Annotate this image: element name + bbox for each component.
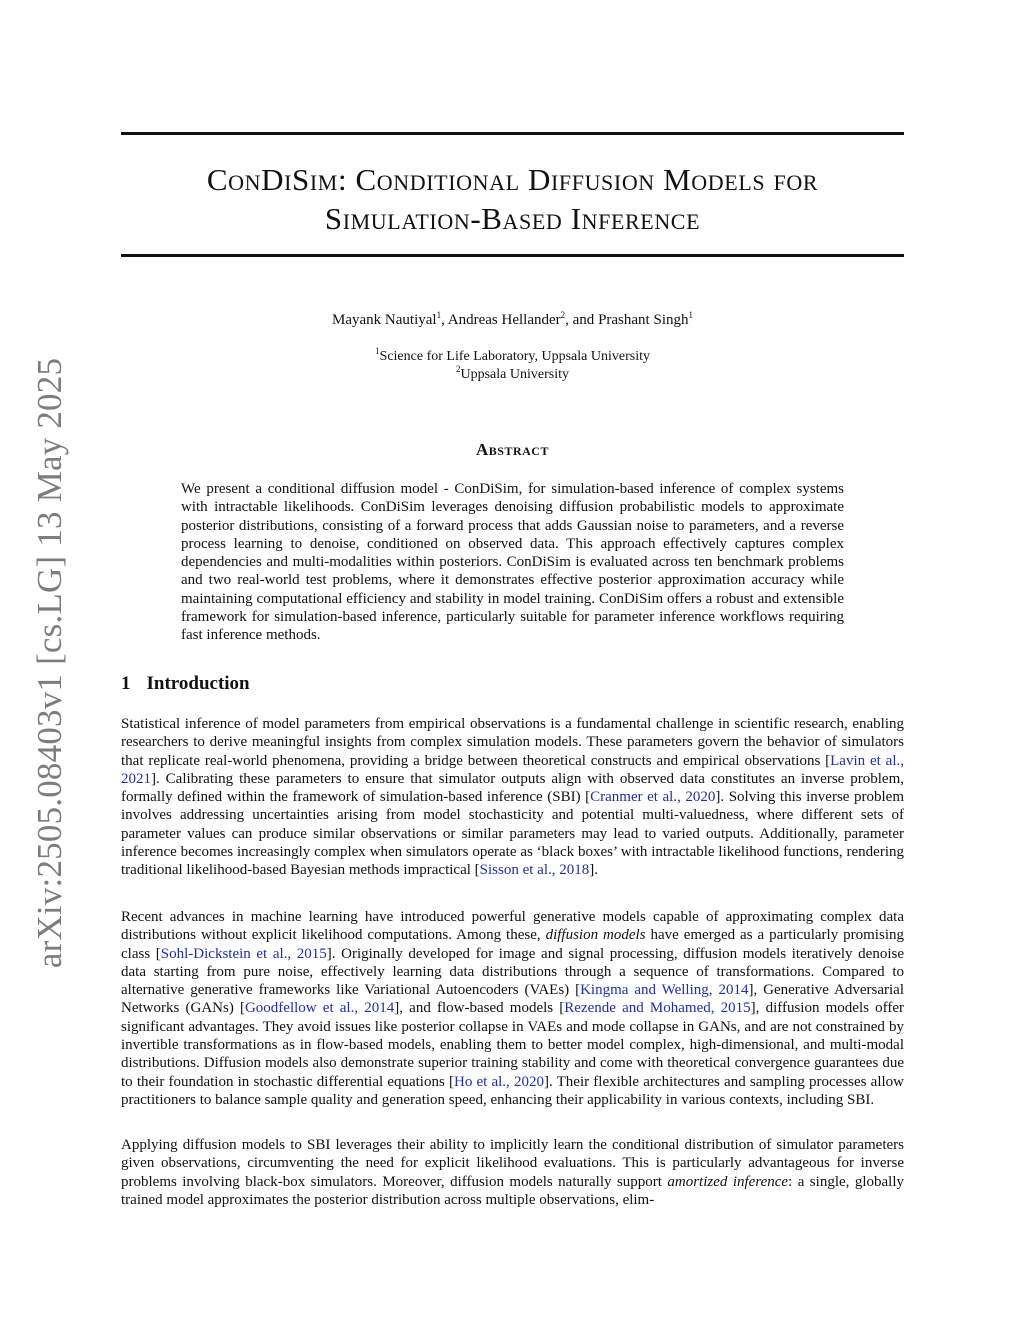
affiliation-list [121, 348, 904, 384]
author-name: Mayank Nautiyal [332, 312, 437, 328]
author-separator: , [441, 312, 448, 328]
citation-link[interactable]: Sisson et al., 2018 [479, 862, 590, 879]
author-separator: , and [565, 312, 599, 328]
paragraph-text: Applying diffusion models to SBI leverages their ability to implicitly learn the conditional distribution of simulator parameters given observations, circumventing the need for explicit likelihood evaluations. This is particularly advantageous for inverse problems involving black-box simulators. Moreover, diffusion models naturally support [121, 1137, 904, 1190]
author-list [121, 312, 904, 329]
title-bottom-rule [121, 254, 904, 257]
emphasis-text: diffusion models [545, 927, 646, 944]
citation-link[interactable]: Ho et al., 2020 [453, 1073, 544, 1090]
title-top-rule [121, 132, 904, 135]
paragraph-text: have emerged as a particularly promising class [ [121, 927, 904, 962]
author-name: Andreas Hellander [447, 312, 561, 328]
title-line-2: Simulation-Based Inference [324, 201, 701, 236]
paragraph-text: ], diffusion models offer significant advantages. They avoid issues like posterior collapse in VAEs and mode collapse in GANs, and are not constrained by invertible transformations as in flow-based models, enabling them to better model complex, high-dimensional, and multi-modal distributions. Diffusion models also demonstrate superior training stability and come with theoretical convergence guarantees due to their foundation in stochastic differential equations [ [121, 1000, 904, 1090]
arxiv-identifier: arXiv:2505.08403v1 [cs.LG] 13 May 2025 [30, 357, 69, 969]
paragraph-text: ]. Calibrating these parameters to ensure that simulator outputs align with observed data constitutes an inverse problem, formally defined within the framework of simulation-based inference (SBI) [ [121, 770, 904, 806]
section-number: 1 [121, 673, 131, 694]
paragraph-text: Recent advances in machine learning have introduced powerful generative models capable of approximating complex data distributions without explicit likelihood computations. Among these, [121, 909, 904, 944]
paragraph-text: ]. Solving this inverse problem involves addressing uncertainties arising from model stochasticity and potential multi-valuedness, where different sets of parameter values can produce similar observations or similar parameters may lead to varied outputs. Additionally, parameter inference becomes increasingly complex when simulators operate as ‘black boxes’ with intractable likelihood functions, rendering traditional likelihood-based Bayesian methods impractical [ [121, 789, 904, 879]
paragraph-text: ], and flow-based models [ [394, 1000, 565, 1017]
affiliation [121, 366, 904, 384]
affiliation-text: Uppsala University [460, 367, 569, 382]
section-title: Introduction [146, 673, 250, 694]
paragraph-text: Statistical inference of model parameters from empirical observations is a fundamental challenge in scientific research, enabling researchers to derive meaningful insights from complex simulation models. These parameters govern the behavior of simulators that replicate real-world phenomena, providing a bridge between theoretical constructs and empirical observations [ [121, 716, 904, 769]
abstract-heading: Abstract [476, 440, 549, 459]
paragraph-text: : a single, globally trained model approximates the posterior distribution across multiple observations, elim- [121, 1173, 904, 1208]
emphasis-text: amortized inference [667, 1173, 789, 1190]
paper-title [121, 160, 904, 238]
author-affil-mark: 1 [688, 310, 693, 320]
citation-link[interactable]: Lavin et al., 2021 [121, 752, 904, 787]
intro-paragraph-2 [121, 908, 904, 1109]
title-line-1: ConDiSim: Conditional Diffusion Models for [206, 162, 819, 197]
citation-link[interactable]: Kingma and Welling, 2014 [580, 982, 749, 999]
paragraph-text: ]. Originally developed for image and signal processing, diffusion models iteratively denoise data starting from pure noise, effectively learning data distributions through a sequence of transformations. Compared to alternative generative frameworks like Variational Autoencoders (VAEs) [ [121, 945, 904, 999]
author-name: Prashant Singh [598, 312, 689, 328]
section-heading [121, 673, 250, 695]
citation-link[interactable]: Sohl-Dickstein et al., 2015 [160, 945, 327, 962]
citation-link[interactable]: Cranmer et al., 2020 [590, 789, 716, 806]
abstract-text: We present a conditional diffusion model - ConDiSim, for simulation-based inference of complex systems with intractable likelihoods. ConDiSim leverages denoising diffusion probabilistic models to approximate posterior distributions, consisting of a forward process that adds Gaussian noise to parameters, and a reverse process learning to denoise, conditioned on observed data. This approach effectively captures complex dependencies and multi-modalities within posteriors. ConDiSim is evaluated across ten benchmark problems and two real-world test problems, where it demonstrates effective posterior approximation accuracy while maintaining computational efficiency and stability in model training. ConDiSim offers a robust and extensible framework for simulation-based inference, particularly suitable for parameter inference workflows requiring fast inference methods. [181, 481, 844, 644]
paragraph-text: ]. Their flexible architectures and sampling processes allow practitioners to balance sample quality and generation speed, enhancing their applicability in various contexts, including SBI. [121, 1073, 905, 1108]
affiliation-text: Science for Life Laboratory, Uppsala University [379, 349, 650, 364]
citation-link[interactable]: Goodfellow et al., 2014 [244, 1000, 395, 1017]
paragraph-text: ]. [589, 862, 598, 879]
affiliation-mark: 1 [375, 346, 380, 356]
affiliation-mark: 2 [456, 364, 461, 374]
paragraph-text: ], Generative Adversarial Networks (GANs) [ [121, 982, 904, 1017]
intro-paragraph-3 [121, 1136, 904, 1209]
citation-link[interactable]: Rezende and Mohamed, 2015 [564, 1000, 751, 1017]
author-affil-mark: 2 [560, 310, 566, 320]
intro-paragraph-1 [121, 715, 904, 880]
author-affil-mark: 1 [436, 310, 442, 320]
affiliation [121, 348, 904, 366]
